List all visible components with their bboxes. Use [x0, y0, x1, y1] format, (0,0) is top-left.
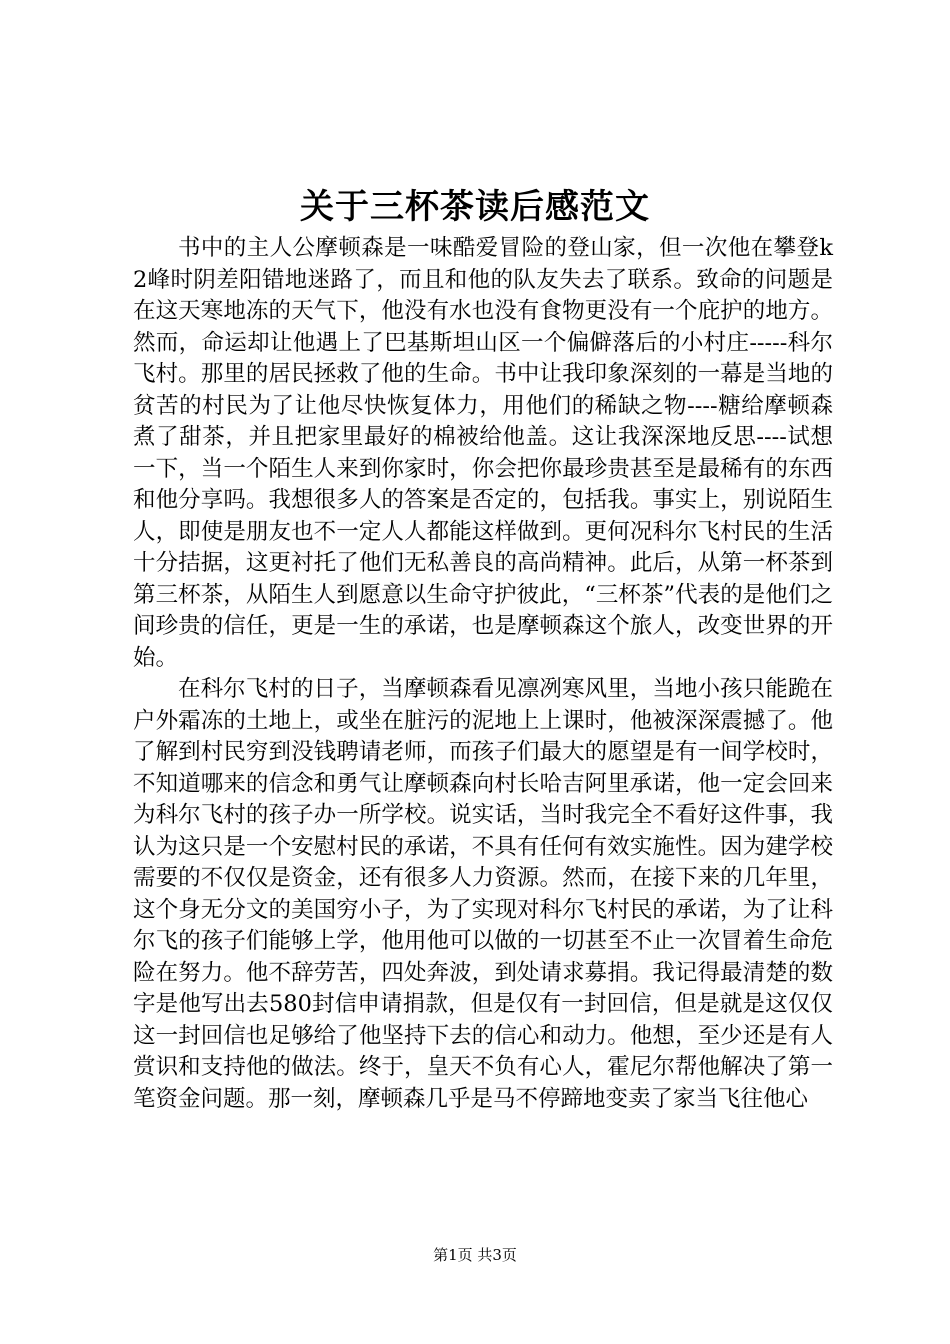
page-footer: 第1页 共3页	[433, 1246, 517, 1264]
paragraph-1: 书中的主人公摩顿森是一味酷爱冒险的登山家，但一次他在攀登k2峰时阴差阳错地迷路了，而且和他的队友失去了联系。致命的问题是在这天寒地冻的天气下，他没有水也没有食物更没有一个庇护的地方。然而，命运却让他遇上了巴基斯坦山区一个偏僻落后的小村庄-----科尔飞村。那里的居民拯救了他的生命。书中让我印象深刻的一幕是当地的贫苦的村民为了让他尽快恢复体力，用他们的稀缺之物----糖给摩顿森煮了甜茶，并且把家里最好的棉被给他盖。这让我深深地反思----试想一下，当一个陌生人来到你家时，你会把你最珍贵甚至是最稀有的东西和他分享吗。我想很多人的答案是否定的，包括我。事实上，别说陌生人，即使是朋友也不一定人人都能这样做到。更何况科尔飞村民的生活十分拮据，这更衬托了他们无私善良的高尚精神。此后，从第一杯茶到第三杯茶，从陌生人到愿意以生命守护彼此，“三杯茶”代表的是他们之间珍贵的信任，更是一生的承诺，也是摩顿森这个旅人，改变世界的开始。	[133, 235, 833, 671]
page-title: 关于三杯茶读后感范文	[300, 187, 650, 227]
body-text	[133, 233, 833, 1115]
paragraph-2: 在科尔飞村的日子，当摩顿森看见凛冽寒风里，当地小孩只能跪在户外霜冻的土地上，或坐在脏污的泥地上上课时，他被深深震撼了。他了解到村民穷到没钱聘请老师，而孩子们最大的愿望是有一间学校时，不知道哪来的信念和勇气让摩顿森向村长哈吉阿里承诺，他一定会回来为科尔飞村的孩子办一所学校。说实话，当时我完全不看好这件事，我认为这只是一个安慰村民的承诺，不具有任何有效实施性。因为建学校需要的不仅仅是资金，还有很多人力资源。然而，在接下来的几年里，这个身无分文的美国穷小子，为了实现对科尔飞村民的承诺，为了让科尔飞的孩子们能够上学，他用他可以做的一切甚至不止一次冒着生命危险在努力。他不辞劳苦，四处奔波，到处请求募捐。我记得最清楚的数字是他写出去580封信申请捐款，但是仅有一封回信，但是就是这仅仅这一封回信也足够给了他坚持下去的信心和动力。他想，至少还是有人赏识和支持他的做法。终于，皇天不负有心人，霍尼尔帮他解决了第一笔资金问题。那一刻，摩顿森几乎是马不停蹄地变卖了家当飞往他心	[133, 676, 833, 1112]
